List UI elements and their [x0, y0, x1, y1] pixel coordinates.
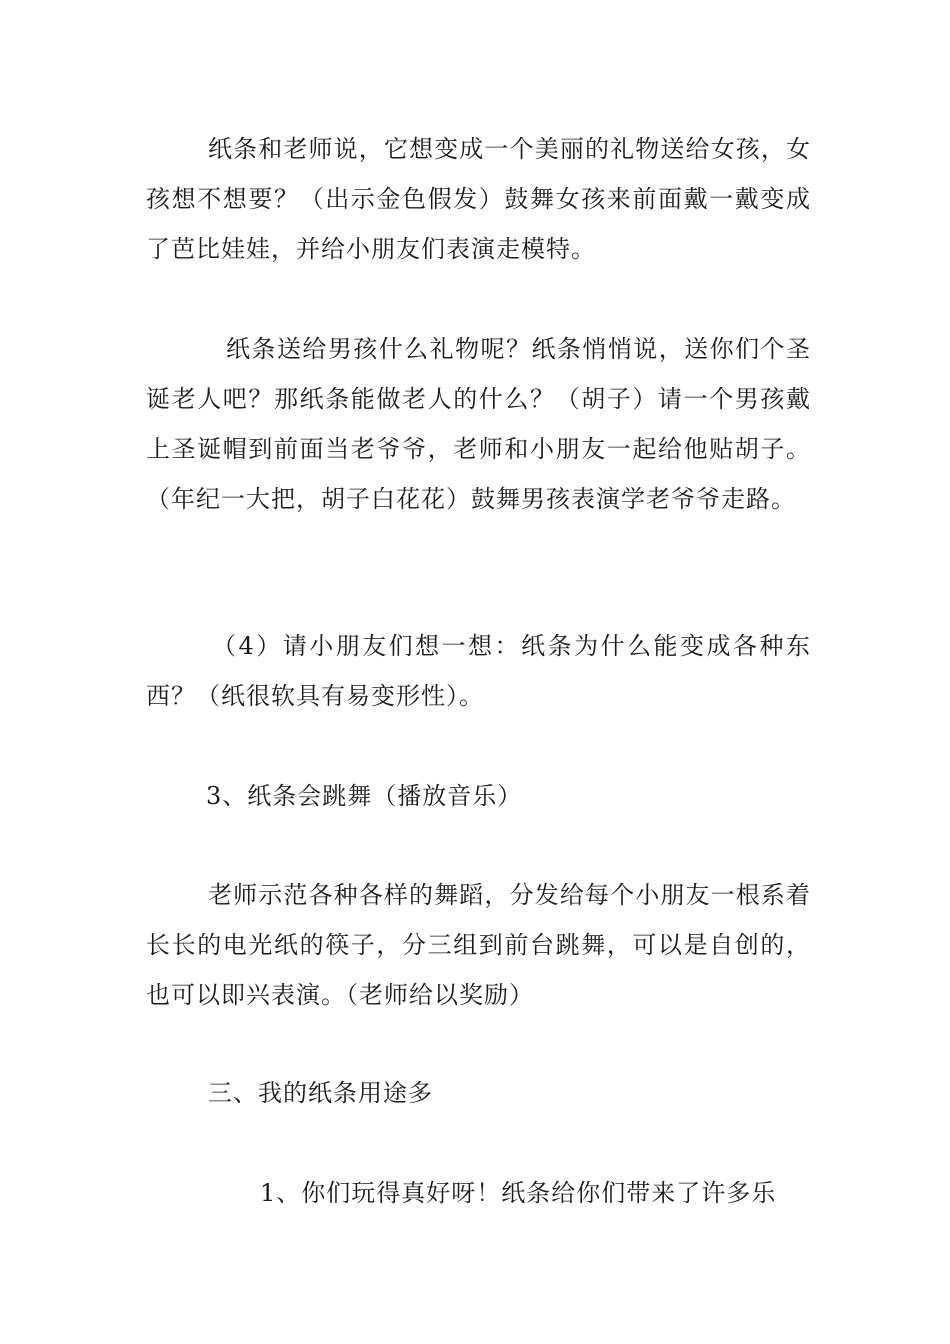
paragraph-why-paper-changes: （4）请小朋友们想一想：纸条为什么能变成各种东西？（纸很软具有易变形性）。 [146, 632, 811, 710]
section-heading-paper-uses: 三、我的纸条用途多 [208, 1079, 433, 1107]
section-heading-paper-dance: 3、纸条会跳舞（播放音乐） [206, 782, 523, 810]
paragraph-paper-gift-for-boys: 纸条送给男孩什么礼物呢？纸条悄悄说，送你们个圣诞老人吧？那纸条能做老人的什么？（胡子）请一个男孩戴上圣诞帽到前面当老爷爷，老师和小朋友一起给他贴胡子。（年纪一大把，胡子白花花）鼓舞男孩表演学老爷爷走路。 [146, 335, 811, 513]
paragraph-dance-activity: 老师示范各种各样的舞蹈，分发给每个小朋友一根系着长长的电光纸的筷子，分三组到前台跳舞，可以是自创的，也可以即兴表演。（老师给以奖励） [146, 881, 811, 1009]
paragraph-played-well: 1、你们玩得真好呀！纸条给你们带来了许多乐 [260, 1179, 777, 1207]
paragraph-paper-gift-for-girls: 纸条和老师说，它想变成一个美丽的礼物送给女孩，女孩想不想要？（出示金色假发）鼓舞女孩来前面戴一戴变成了芭比娃娃，并给小朋友们表演走模特。 [146, 135, 811, 263]
